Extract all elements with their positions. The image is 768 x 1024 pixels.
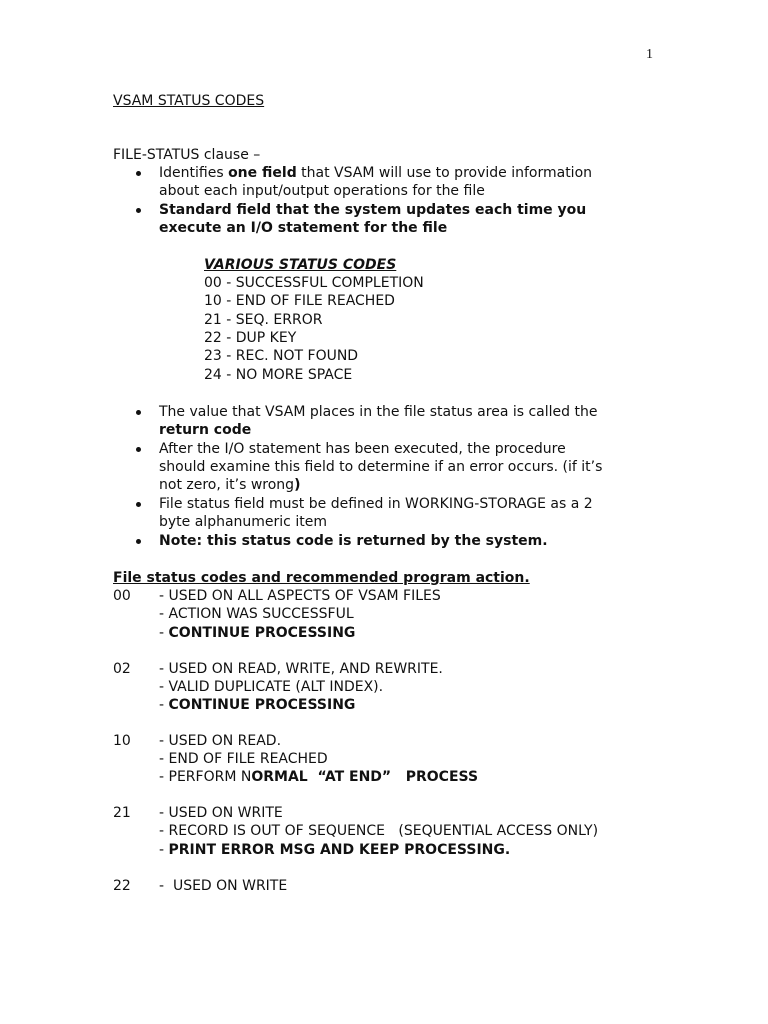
note-bullet-4: Note: this status code is returned by the system. xyxy=(159,533,548,549)
action-line xyxy=(159,768,478,786)
note-bullet-1-line-2: return code xyxy=(159,422,252,438)
text-run: not zero, it’s wrong xyxy=(159,477,295,493)
note-bullet-2-line-2: should examine this field to determine if an error occurs. (if it’s xyxy=(159,459,603,475)
text-run-bold: ORMAL “AT END” PROCESS xyxy=(251,769,479,785)
action-line: - USED ON READ, WRITE, AND REWRITE. xyxy=(159,661,443,677)
file-status-bullet-1-line-2: about each input/output operations for the file xyxy=(159,183,485,199)
file-status-heading: FILE-STATUS clause – xyxy=(113,147,261,163)
action-line xyxy=(159,696,355,714)
text-run-bold: CONTINUE PROCESSING xyxy=(168,625,356,641)
bullet-icon xyxy=(136,447,141,452)
status-code-item: 23 - REC. NOT FOUND xyxy=(204,348,359,364)
note-bullet-2: After the I/O statement has been executed, the procedure xyxy=(159,441,566,457)
status-code-item: 22 - DUP KEY xyxy=(204,330,297,346)
note-bullet-3-line-2: byte alphanumeric item xyxy=(159,514,327,530)
action-line: - USED ON ALL ASPECTS OF VSAM FILES xyxy=(159,588,441,604)
bullet-icon xyxy=(136,171,141,176)
text-run: - PERFORM N xyxy=(159,769,252,785)
action-line: - END OF FILE REACHED xyxy=(159,751,328,767)
text-run-bold: PRINT ERROR MSG AND KEEP PROCESSING. xyxy=(168,842,511,858)
text-run-bold: ) xyxy=(294,477,301,493)
bullet-icon xyxy=(136,502,141,507)
text-run: that VSAM will use to provide information xyxy=(296,165,593,181)
action-code: 02 xyxy=(113,661,131,677)
bullet-icon xyxy=(136,410,141,415)
status-code-item: 24 - NO MORE SPACE xyxy=(204,367,353,383)
note-bullet-3: File status field must be defined in WORKING-STORAGE as a 2 xyxy=(159,496,593,512)
action-line: - VALID DUPLICATE (ALT INDEX). xyxy=(159,679,384,695)
action-code: 21 xyxy=(113,805,131,821)
page-number: 1 xyxy=(646,47,653,62)
status-code-item: 21 - SEQ. ERROR xyxy=(204,312,323,328)
file-status-bullet-2: Standard field that the system updates each time you xyxy=(159,202,587,218)
various-codes-heading: VARIOUS STATUS CODES xyxy=(204,257,397,273)
page-title: VSAM STATUS CODES xyxy=(113,93,265,109)
action-line: - ACTION WAS SUCCESSFUL xyxy=(159,606,354,622)
action-code: 10 xyxy=(113,733,131,749)
action-code: 00 xyxy=(113,588,131,604)
note-bullet-2-line-3 xyxy=(159,476,300,494)
action-line: - USED ON READ. xyxy=(159,733,282,749)
actions-heading: File status codes and recommended program action. xyxy=(113,570,530,586)
note-bullet-1: The value that VSAM places in the file status area is called the xyxy=(159,404,598,420)
text-run-bold: one field xyxy=(228,165,297,181)
action-line xyxy=(159,624,355,642)
status-code-item: 10 - END OF FILE REACHED xyxy=(204,293,395,309)
bullet-icon xyxy=(136,539,141,544)
text-run: - xyxy=(159,625,169,641)
file-status-bullet-1 xyxy=(159,164,592,182)
action-code: 22 xyxy=(113,878,131,894)
text-run: - xyxy=(159,842,169,858)
file-status-bullet-2-line-2: execute an I/O statement for the file xyxy=(159,220,448,236)
action-line: - RECORD IS OUT OF SEQUENCE (SEQUENTIAL ACCESS ONLY) xyxy=(159,823,599,839)
text-run: - xyxy=(159,697,169,713)
text-run-bold: CONTINUE PROCESSING xyxy=(168,697,356,713)
action-line xyxy=(159,841,510,859)
action-line: - USED ON WRITE xyxy=(159,805,283,821)
status-code-item: 00 - SUCCESSFUL COMPLETION xyxy=(204,275,424,291)
bullet-icon xyxy=(136,208,141,213)
action-line: - USED ON WRITE xyxy=(159,878,288,894)
text-run: Identifies xyxy=(159,165,229,181)
